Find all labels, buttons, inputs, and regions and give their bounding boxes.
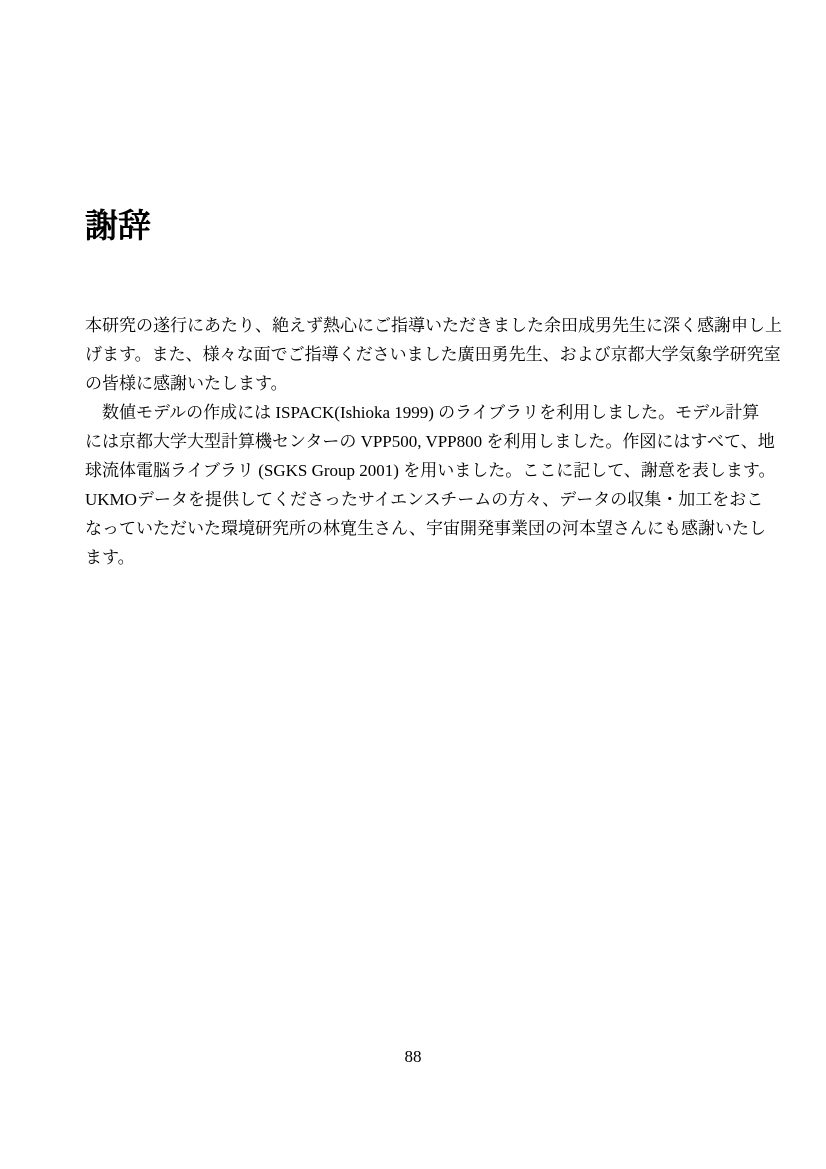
page-number: 88 (404, 1047, 422, 1066)
body-line: には京都大学大型計算機センターの VPP500, VPP800 を利用しました。作図にはすべて、地 (85, 432, 775, 451)
paragraph (85, 398, 776, 572)
page-title: 謝辞 (85, 207, 151, 244)
body-line: ます。 (85, 548, 135, 567)
body-line: UKMOデータを提供してくださったサイエンスチームの方々、データの収集・加工をおこ (85, 490, 764, 509)
body-line: の皆様に感謝いたします。 (85, 374, 288, 393)
body-line: げます。また、様々な面でご指導くださいました廣田勇先生、および京都大学気象学研究室 (85, 345, 781, 364)
page-footer (0, 1047, 826, 1067)
body-line: 本研究の遂行にあたり、絶えず熱心にご指導いただきました余田成男先生に深く感謝申し上 (85, 316, 782, 335)
body-line: なっていただいた環境研究所の林寛生さん、宇宙開発事業団の河本望さんにも感謝いたし (85, 519, 767, 538)
paragraph (85, 311, 782, 398)
body-line: 球流体電脳ライブラリ (SGKS Group 2001) を用いました。ここに記して、謝意を表します。 (85, 461, 776, 480)
body-text (85, 311, 782, 572)
body-line: 数値モデルの作成には ISPACK(Ishioka 1999) のライブラリを利用しました。モデル計算 (102, 403, 760, 422)
